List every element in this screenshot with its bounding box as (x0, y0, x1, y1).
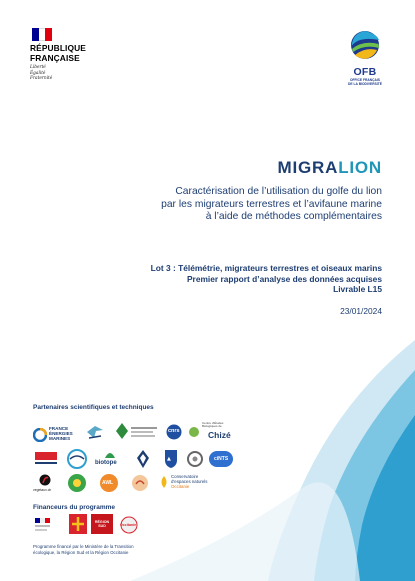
report-date: 23/01/2024 (340, 306, 382, 316)
lot-block (62, 263, 382, 295)
cen-line1: Conservatoire (171, 474, 199, 479)
ofb-logo (340, 30, 390, 86)
ofb-emblem-icon (349, 30, 381, 60)
vegetaux-label: vegetaux.ch (33, 488, 52, 492)
subtitle-line2: par les migrateurs terrestres et l’avifaune marine (161, 198, 382, 210)
crest-logo (209, 451, 233, 467)
cen-line2: d'espaces naturels (171, 479, 208, 484)
subtitle-line3: à l’aide de méthodes complémentaires (205, 211, 382, 222)
stork-icon (133, 448, 153, 470)
chize-label: Chizé (208, 430, 231, 440)
republique-francaise-logo (30, 28, 100, 82)
ofb-sub-line1: OFFICE FRANÇAIS (349, 78, 381, 82)
ofb-subtitle (340, 78, 390, 86)
cebc-icon (188, 424, 200, 440)
french-flag-icon (32, 28, 52, 41)
cnrs-label: cnrs (168, 428, 180, 434)
motto-fraternite: Fraternité (30, 76, 53, 82)
green-logo (67, 473, 87, 493)
report-line: Premier rapport d’analyse des données acquises (186, 273, 382, 284)
cebc-small-label: Centre d'Études Biologiques de (202, 421, 224, 429)
biotope-logo (95, 448, 125, 470)
cebc-chize-logo (188, 422, 232, 442)
aquatic-icon (65, 448, 89, 470)
funders-title: Financeurs du programme (33, 504, 115, 511)
france-energies-marines-logo (33, 424, 79, 446)
deliverable-line: Livrable L15 (333, 284, 382, 294)
occitanie-region-logo (117, 516, 141, 534)
crest-label: ciNTS (214, 456, 229, 462)
cen-leaf-icon (159, 475, 169, 489)
gear-icon (185, 450, 205, 468)
cen-label (171, 474, 207, 489)
aquatic-logo (65, 448, 89, 470)
lot-line: Lot 3 : Télémétrie, migrateurs terrestres et oiseaux marins (150, 263, 382, 273)
svg-text:▲: ▲ (167, 456, 171, 462)
subtitle-line1: Caractérisation de l’utilisation du golfe du lion (175, 186, 382, 197)
fem-line2: ÉNERGIES (49, 431, 73, 437)
rf-title-line2: FRANÇAISE (30, 52, 80, 63)
region-sud-label: RÉGION SUD (94, 520, 110, 528)
ministry-logo (33, 516, 53, 534)
leaf-icon (115, 422, 129, 440)
fem-swirl-icon (33, 428, 47, 442)
title-migra: MIGRA (277, 158, 339, 177)
title-lion: LION (338, 158, 382, 177)
program-funding-note (33, 544, 213, 555)
motto-liberte: Liberté (30, 65, 46, 70)
occitanie-logo (69, 514, 87, 534)
fem-label (49, 426, 73, 442)
shield-logo (163, 448, 179, 470)
vegetaux-icon (39, 474, 51, 486)
ofb-sub-line2: DE LA BIODIVERSITÉ (348, 82, 382, 86)
university-logo (33, 450, 59, 468)
green-badge-icon (67, 473, 87, 493)
rf-motto (30, 65, 100, 82)
occitanie-label: Occitanie (120, 523, 137, 527)
stork-logo (133, 448, 153, 470)
bird-icon (85, 420, 105, 442)
beige-badge-icon (131, 474, 149, 492)
project-title (62, 158, 382, 178)
note-line1: Programme financé par le Ministère de la Transition (33, 544, 134, 549)
rf-title-line1: RÉPUBLIQUE (30, 43, 86, 53)
fem-line3: MARINES (49, 436, 71, 442)
cen-occitanie-logo (159, 474, 219, 494)
shield-icon (163, 448, 179, 470)
title-block (62, 158, 382, 224)
region-sud-logo (91, 514, 113, 534)
note-line2: écologique, la Région Sud et la Région Occitanie (33, 549, 129, 555)
orange-logo (99, 473, 119, 493)
gear-logo (185, 450, 205, 468)
project-subtitle (62, 186, 382, 224)
cen-line3: Occitanie (171, 484, 190, 489)
biotope-label: biotope (95, 460, 117, 466)
motto-egalite: Égalité (30, 70, 46, 76)
ecological-institute-logo (115, 422, 157, 444)
ofb-name: OFB (353, 66, 377, 78)
seabird-logo (85, 420, 105, 442)
partners-title: Partenaires scientifiques et techniques (33, 404, 154, 411)
vegetaux-logo (33, 474, 59, 496)
partner-logos (33, 418, 243, 498)
beige-logo (131, 474, 149, 492)
university-icon (33, 450, 59, 468)
cnrs-logo (165, 424, 183, 440)
ministry-flag-icon (33, 516, 53, 534)
biotope-leaf-icon (103, 448, 117, 460)
occitanie-cross-icon (69, 514, 87, 534)
awl-label: AWL (102, 480, 114, 486)
fem-line1: FRANCE (49, 426, 69, 431)
funder-logos (33, 514, 163, 536)
